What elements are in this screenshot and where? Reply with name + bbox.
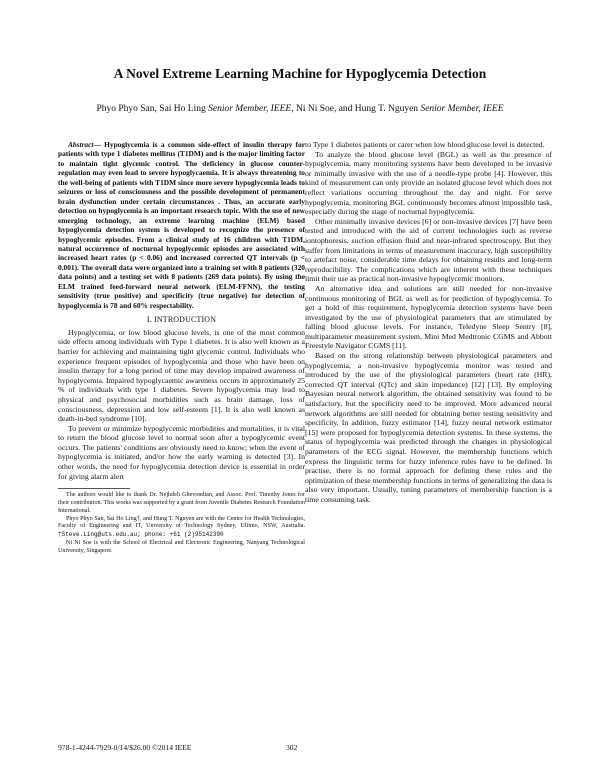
body-paragraph: Other minimally invasive devices [6] or non-invasive devices [7] have been tested and introduced with the aid of current technologies such as reverse iontophoresis, suction effusion fluid and near-infrared spectroscopy. But they suffer from limitations in terms of measurement inaccuracy, high susceptibility to artefact noise, considerable time delays for obtaining results and long-term reproducibility. The complications which are inherent with these techniques limit their use as practical non-invasive hypoglycemic monitors.	[305, 216, 552, 284]
footnote-affiliation: Ni Ni Soe is with the School of Electrical and Electronic Engineering, Nanyang Technological University, Singapore.	[58, 540, 305, 554]
footnote-divider	[58, 488, 130, 489]
author-name: , Ni Ni Soe, and Hung T. Nguyen	[291, 104, 421, 114]
author-role: Senior Member, IEEE	[208, 104, 292, 114]
body-paragraph: to Type 1 diabetes patients or carer when low blood glucose level is detected.	[305, 140, 545, 149]
paper-title: A Novel Extreme Learning Machine for Hypoglycemia Detection	[113, 66, 487, 81]
footnote-contact: †Steve.Ling@uts.edu.au; phone: +61 (2)95142390	[58, 531, 224, 539]
author-name: Phyo Phyo San,	[96, 104, 160, 114]
intro-paragraph: To prevent or minimize hypoglycemic morbidities and mortalities, it is vital to return the blood glucose level to normal soon after a hypoglycemic event occurs. The patients' conditions are obviously need to know; when the event of hypoglycemia is initiated, and/or how the early warning is detected [3]. In other words, the need for hypoglycemia detection device is essential in order for giving alarm alert	[58, 423, 305, 481]
left-column	[58, 140, 305, 556]
abstract-lead: Abstract	[68, 140, 94, 149]
abstract-body: — Hypoglycemia is a common side-effect of insulin therapy for patients with type 1 diabetes mellitus (T1DM) and is the major limiting factor to maintain tight glycemic control. The deficiency in glucose counter-regulation may even lead to severe hypoglycaemia. It is always threatening to the well-being of patients with T1DM since more severe hypoglycemia leads to seizures or loss of consciousness and the possible development of permanent brain dysfunction under certain circumstances . Thus, an accurate early detection on hypoglycemia is an important research topic. With the use of new emerging technology, an extreme learning machine (ELM) based hypoglycemia detection system is developed to recognize the presence of hypoglycemic episodes. From a clinical study of 16 children with T1DM, natural occurrence of nocturnal hypoglycemic episodes are associated with increased heart rates (p < 0.06) and increased corrected QT intervals (p < 0.001). The overall data were organized into a training set with 8 patients (320 data points) and a testing set with 8 patients (269 data points). By using the ELM trained feed-forward neural network (ELM-FFNN), the testing sensitivity (true positive) and specificity (true negative) for detection of hypoglycemia is 78 and 60% respectability.	[58, 140, 305, 310]
author-line	[40, 103, 560, 115]
footnote-acknowledgement: The authors would like to thank Dr. Nejhdeh Ghevondian, and Assoc. Prof. Timothy Jones for their contribution. This works was supported by a grant from Juvenile Diabetes Research Foundation International.	[58, 492, 305, 514]
page-number: 302	[286, 743, 298, 752]
footnote-affiliation	[58, 516, 305, 540]
body-paragraph: Based on the strong relationship between physiological parameters and hypoglycemia, a non-invasive hypoglycemia monitor was tested and introduced by the use of the physiological parameters (heart rate (HR), corrected QT interval (QTc) and skin impedance) [12] [13]. By employing Bayesian neural network algorithm, the obtained sensitivity was found to be satisfactory, but the specificity need to be improved. More advanced neural network algorithms are still needed for obtaining better testing sensitivity and specificity. In addition, fuzzy estimator [14], fuzzy neural network estimator [15] were proposed for hypoglycemia detection systems. In these systems, the status of hypoglycemia was predicted through the changes in physiological parameters of the ECG signal. However, the membership functions which express the linguistic terms for fuzzy inference rules have to be defined. In practise, there is no formal approach for defining these rules and the optimization of these membership functions in terms of generalizing the data is also very important. Usually, tuning parameters of membership function is a time consuming task.	[305, 351, 552, 504]
author-name: Sai Ho Ling	[159, 104, 209, 114]
section-heading-introduction: I. INTRODUCTION	[146, 315, 217, 325]
abstract	[58, 140, 305, 310]
body-paragraph: An alternative idea and solutions are still needed for non-invasive continuous monitoring of BGL as well as for prediction of hypoglycemia. To get a hold of this requirement, hypoglycemia detection systems have been investigated by the use of physiological parameters that are stimulated by falling blood glucose levels. For instance, Teledyne Sleep Sentry [8], multiparameter measurement system, Mini Med Medtronic CGMS and Abbott Freestyle Navigator CGMS [11].	[305, 283, 552, 351]
footnotes	[58, 492, 305, 555]
author-role: Senior Member, IEEE	[420, 104, 504, 114]
body-paragraph: To analyze the blood glucose level (BGL) as well as the presence of hypoglycemia, many monitoring systems have been developed to be invasive or minimally invasive with the use of a needle-type probe [4]. However, this kind of measurement can only provide an isolated glucose level which does not reflect variations occurring throughout the day and night. For serve hypoglycemia, monitoring BGL continuously becomes almost impossible task, especially during the stage of nocturnal hypoglycemia.	[305, 149, 552, 217]
footnote-affiliation-text: Phyo Phyo San, Sai Ho Ling†, and Hung T. Nguyen are with the Centre for Health Technologies, Faculty of Engineering and IT, University of Technology Sydney, Ultimo, NSW, Australia.	[58, 515, 305, 530]
right-column	[305, 140, 552, 505]
intro-paragraph: Hypoglycemia, or low blood glucose levels, is one of the most common side effects among individuals with Type 1 diabetes. It is also well known as a barrier for achieving and maintaining tight glycemic control. Individuals who experience frequent episodes of hypoglycemia and those who have been on insulin therapy for a long period of time may develop impaired awareness of hypoglycemia. Impaired hypoglycaemic awareness occurs in approximately 25 % of individuals with type 1 diabetes. Severe hypoglycemia may lead to physical and psychosocial morbidities such as brain damage, loss of consciousness, depression and low self-esteem [1]. It is also well known as death-in-bed syndrome [10].	[58, 327, 305, 424]
copyright-footer: 978-1-4244-7929-0/14/$26.00 ©2014 IEEE	[58, 743, 192, 752]
